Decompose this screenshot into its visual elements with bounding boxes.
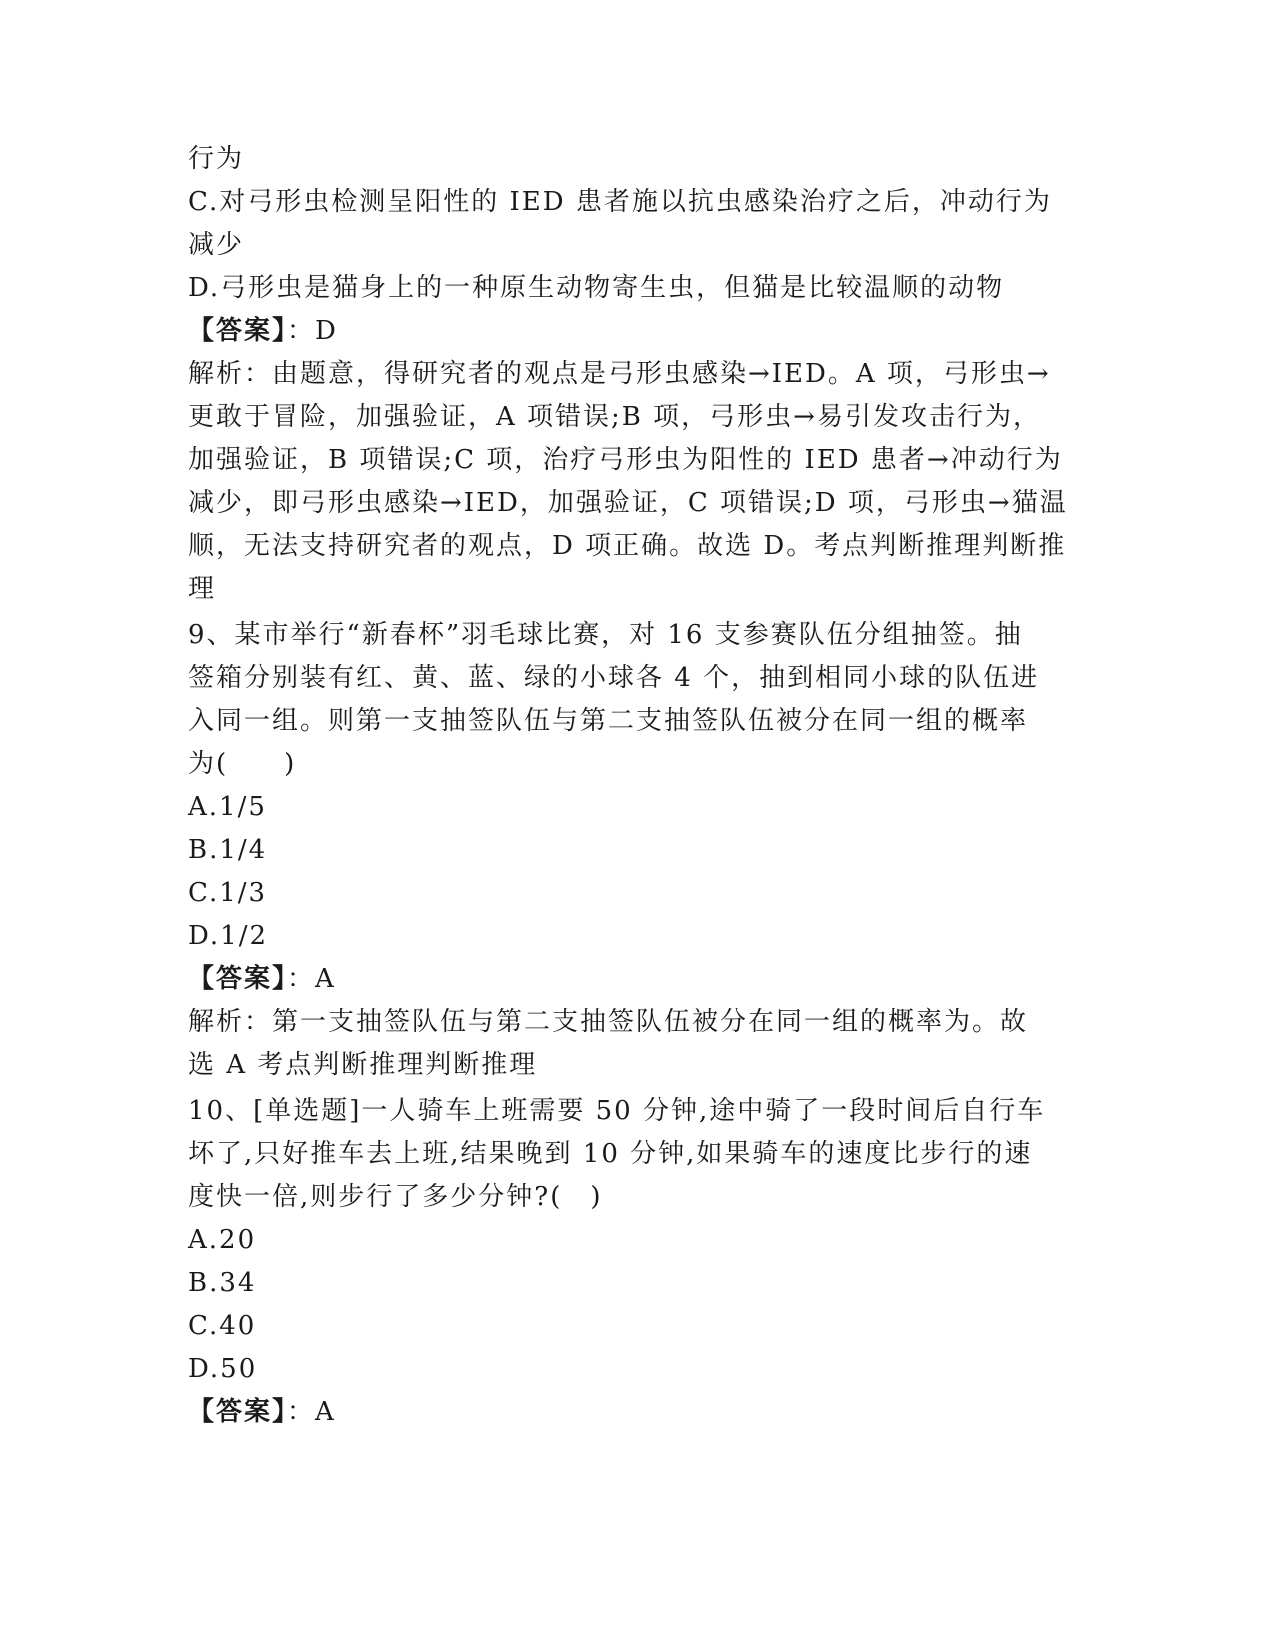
- option-d: D.1/2: [188, 921, 269, 951]
- answer-sep: ：: [287, 964, 316, 994]
- option-a: A.20: [188, 1225, 257, 1255]
- answer-line: [188, 310, 1088, 353]
- analysis-line-6: 理: [188, 574, 217, 604]
- analysis-line-2: 选 A 考点判断推理判断推理: [188, 1050, 538, 1080]
- answer-value: A: [315, 964, 336, 994]
- stem-line-2: 签箱分别装有红、黄、蓝、绿的小球各 4 个，抽到相同小球的队伍进: [188, 663, 1040, 693]
- option-a: A.1/5: [188, 792, 267, 822]
- option-c-line-2: 减少: [188, 230, 245, 260]
- stem-line-3: 入同一组。则第一支抽签队伍与第二支抽签队伍被分在同一组的概率: [188, 706, 1029, 736]
- question-9: [188, 614, 1088, 1087]
- option-d: D.弓形虫是猫身上的一种原生动物寄生虫，但猫是比较温顺的动物: [188, 273, 1005, 303]
- answer-label: 【答案】: [188, 964, 288, 994]
- answer-sep: ：: [287, 316, 316, 346]
- analysis-line-3: 加强验证，B 项错误;C 项，治疗弓形虫为阳性的 IED 患者→冲动行为: [188, 445, 1063, 475]
- analysis-line-5: 顺，无法支持研究者的观点，D 项正确。故选 D。考点判断推理判断推: [188, 531, 1067, 561]
- analysis-line-1: 解析：由题意，得研究者的观点是弓形虫感染→IED。A 项，弓形虫→: [188, 359, 1051, 389]
- stem-line-1: 9、某市举行“新春杯”羽毛球比赛，对 16 支参赛队伍分组抽签。抽: [188, 620, 1023, 650]
- option-b: B.1/4: [188, 835, 268, 865]
- option-c-line-1: C.对弓形虫检测呈阳性的 IED 患者施以抗虫感染治疗之后，冲动行为: [188, 187, 1052, 217]
- analysis-line-2: 更敢于冒险，加强验证，A 项错误;B 项，弓形虫→易引发攻击行为，: [188, 402, 1041, 432]
- stem-line-4: 为( ): [188, 749, 297, 779]
- stem-line-1: 10、[单选题]一人骑车上班需要 50 分钟,途中骑了一段时间后自行车: [188, 1096, 1046, 1126]
- option-d: D.50: [188, 1354, 258, 1384]
- answer-line: [188, 958, 1088, 1001]
- answer-value: A: [315, 1397, 336, 1427]
- option-b: B.34: [188, 1268, 257, 1298]
- answer-value: D: [315, 316, 338, 346]
- answer-sep: ：: [287, 1397, 316, 1427]
- question-8-tail: [188, 138, 1088, 611]
- answer-label: 【答案】: [188, 316, 288, 346]
- analysis-line-4: 减少，即弓形虫感染→IED，加强验证，C 项错误;D 项，弓形虫→猫温: [188, 488, 1068, 518]
- analysis-line-1: 解析：第一支抽签队伍与第二支抽签队伍被分在同一组的概率为。故: [188, 1007, 1029, 1037]
- answer-line: [188, 1391, 1088, 1434]
- option-c: C.1/3: [188, 878, 268, 908]
- stem-line-2: 坏了,只好推车去上班,结果晚到 10 分钟,如果骑车的速度比步行的速: [188, 1139, 1033, 1169]
- answer-label: 【答案】: [188, 1397, 288, 1427]
- option-c: C.40: [188, 1311, 257, 1341]
- question-10: [188, 1090, 1088, 1434]
- option-b-tail: 行为: [188, 144, 245, 174]
- stem-line-3: 度快一倍,则步行了多少分钟?( ): [188, 1182, 603, 1212]
